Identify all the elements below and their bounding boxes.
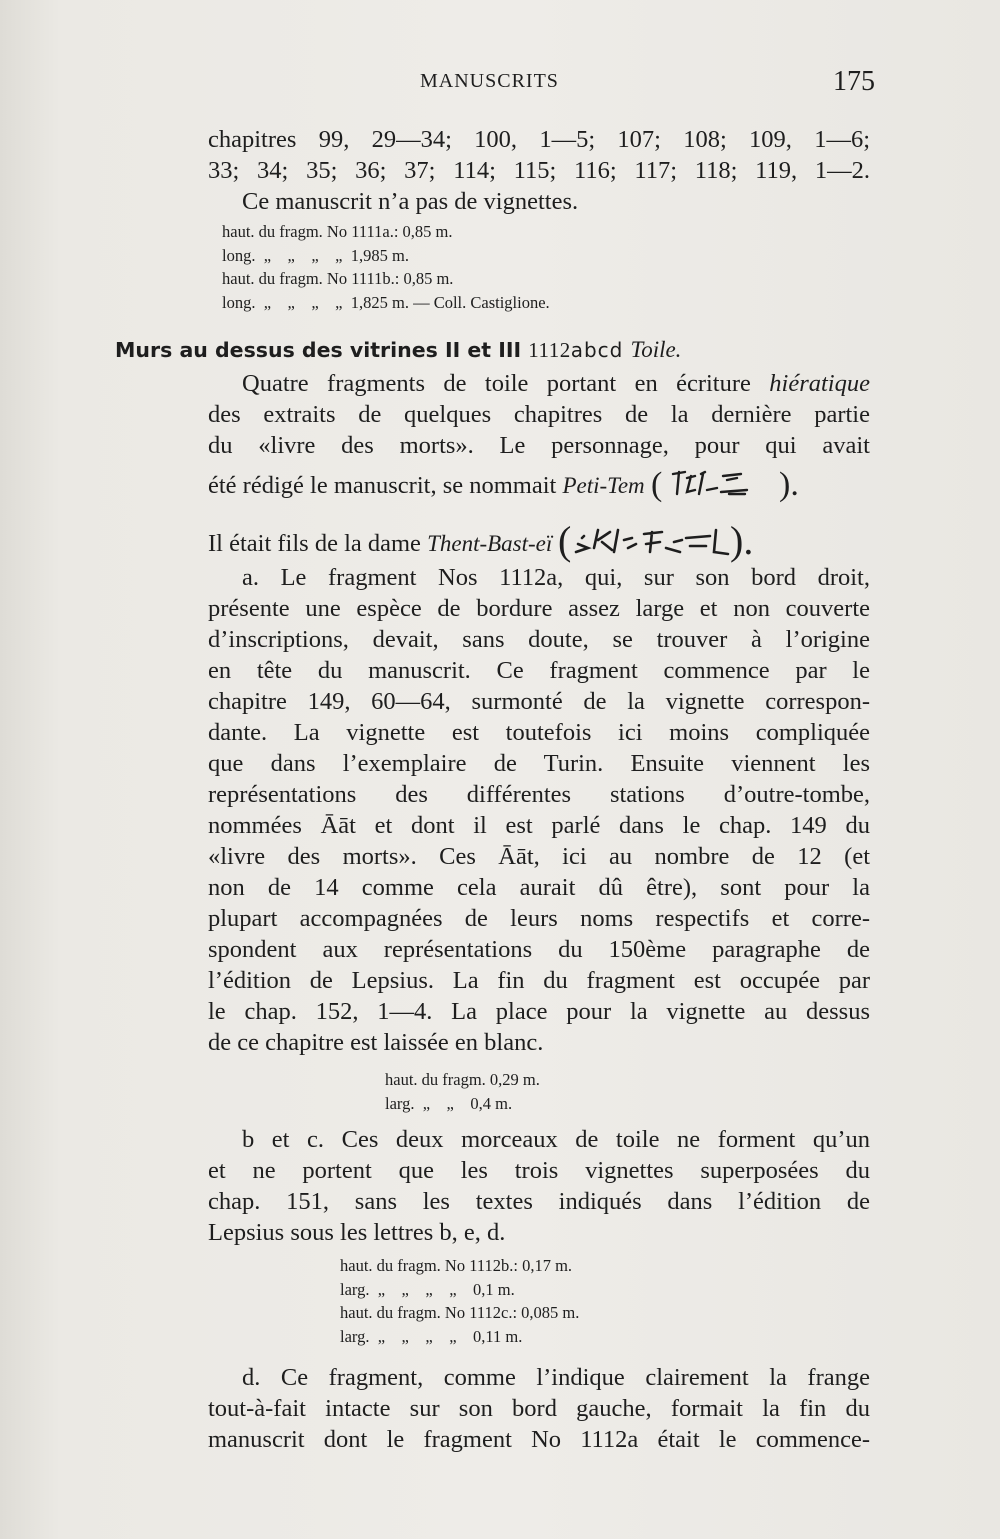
name-thent-bast-ei: Thent-Bast-eï <box>427 531 553 557</box>
svg-text:(: ( <box>650 466 663 503</box>
para1-text: Quatre fragments de toile portant en écriture <box>242 370 770 397</box>
para-a-line: l’édition de Lepsius. La fin du fragment est occupée par <box>208 967 870 994</box>
dimensions-1112bc <box>340 1254 579 1348</box>
hieratique-word: hiératique <box>769 370 870 397</box>
para-a-line: chapitre 149, 60—64, surmonté de la vignette correspon- <box>208 688 870 715</box>
para-a-line: nommées Āāt et dont il est parlé dans le chap. 149 du <box>208 812 870 839</box>
running-title: MANUSCRITS <box>420 70 559 92</box>
dimension-row: haut. du fragm. No 1111a.: 0,85 m. <box>222 222 453 241</box>
paragraph-bc <box>208 1124 870 1248</box>
para-bc-line: chap. 151, sans les textes indiqués dans l’édition de <box>208 1188 870 1215</box>
para-a-line: que dans l’exemplaire de Turin. Ensuite viennent les <box>208 750 870 777</box>
para1-line-5-text: Il était fils de la dame <box>208 530 428 558</box>
intro-line-2: 33; 34; 35; 36; 37; 114; 115; 116; 117; 118; 119, 1—2. <box>208 157 870 184</box>
heading-number: 1112 <box>528 338 571 362</box>
dimension-row: larg. „ „ 0,4 m. <box>385 1093 513 1113</box>
para-a-line: présente une espèce de bordure assez large et non couverte <box>208 595 870 622</box>
svg-text:(: ( <box>558 518 572 563</box>
page-number: 175 <box>833 66 875 97</box>
heading-material: Toile. <box>630 337 682 362</box>
para1-line-3: du «livre des morts». Le personnage, pour qui avait <box>208 432 870 459</box>
dimension-row: long. „ „ „ „ 1,985 m. <box>222 245 409 265</box>
para-bc-line: Lepsius sous les lettres b, e, d. <box>208 1219 506 1246</box>
para-a-line: représentations des différentes stations d’outre-tombe, <box>208 781 870 808</box>
para-a-line: «livre des morts». Ces Āāt, ici au nombre de 12 (et <box>208 843 870 870</box>
dimensions-1112a <box>385 1068 540 1115</box>
section-heading <box>115 337 681 363</box>
para-a-line: non de 14 comme cela aurait dû être), sont pour la <box>208 874 870 901</box>
intro-line-3: Ce manuscrit n’a pas de vignettes. <box>242 188 579 215</box>
dimension-row: haut. du fragm. No 1112b.: 0,17 m. <box>340 1256 573 1275</box>
heading-letters: abcd <box>570 338 624 362</box>
dimensions-1111 <box>222 220 550 314</box>
para-a-line: en tête du manuscrit. Ce fragment commence par le <box>208 657 870 684</box>
name-line-thent-bast <box>208 518 888 568</box>
para1-line-1 <box>208 368 870 399</box>
para-a-line: le chap. 152, 1—4. La place pour la vignette au dessus <box>208 998 870 1025</box>
para-d-line: tout-à-fait intacte sur son bord gauche, formait la fin du <box>208 1395 870 1422</box>
paragraph-d <box>208 1362 870 1455</box>
intro-paragraph <box>208 124 870 217</box>
para-d-line: d. Ce fragment, comme l’indique clairement la frange <box>242 1364 870 1391</box>
dimension-row: larg. „ „ „ „ 0,1 m. <box>340 1279 515 1299</box>
para-a-line: dante. La vignette est toutefois ici moins compliquée <box>208 719 870 746</box>
para1-line-2: des extraits de quelques chapitres de la dernière partie <box>208 401 870 428</box>
para-a-line: plupart accompagnées de leurs noms respectifs et corre- <box>208 905 870 932</box>
heading-text: Murs au dessus des vitrines II et III <box>115 338 522 362</box>
para-a-line: spondent aux représentations du 150ème paragraphe de <box>208 936 870 963</box>
para-d-line: manuscrit dont le fragment No 1112a était le commence- <box>208 1426 870 1453</box>
paragraph-description <box>208 368 870 461</box>
para-a-line: d’inscriptions, devait, sans doute, se trouver à l’origine <box>208 626 870 653</box>
paragraph-a <box>208 562 870 1058</box>
para-a-line: de ce chapitre est laissée en blanc. <box>208 1029 544 1056</box>
dimension-row: haut. du fragm. No 1111b.: 0,85 m. <box>222 269 454 288</box>
svg-text:).: ). <box>778 466 799 503</box>
dimension-row: haut. du fragm. No 1112c.: 0,085 m. <box>340 1303 580 1322</box>
para1-line-4-text: été rédigé le manuscrit, se nommait <box>208 472 563 500</box>
dimension-row: haut. du fragm. 0,29 m. <box>385 1070 540 1089</box>
dimension-row: larg. „ „ „ „ 0,11 m. <box>340 1326 523 1346</box>
name-peti-tem: Peti-Tem <box>562 473 645 499</box>
intro-line-1: chapitres 99, 29—34; 100, 1—5; 107; 108; 109, 1—6; <box>208 126 870 153</box>
dimension-row: long. „ „ „ „ 1,825 m. — Coll. Castiglione. <box>222 292 550 312</box>
para-a-line: a. Le fragment Nos 1112a, qui, sur son bord droit, <box>242 564 870 591</box>
running-header <box>0 66 1000 106</box>
para-bc-line: b et c. Ces deux morceaux de toile ne forment qu’un <box>242 1126 870 1153</box>
para-bc-line: et ne portent que les trois vignettes superposées du <box>208 1157 870 1184</box>
hieroglyph-cartouche-icon <box>651 464 801 511</box>
name-line-peti-tem <box>208 464 888 508</box>
svg-text:).: ). <box>730 518 754 563</box>
